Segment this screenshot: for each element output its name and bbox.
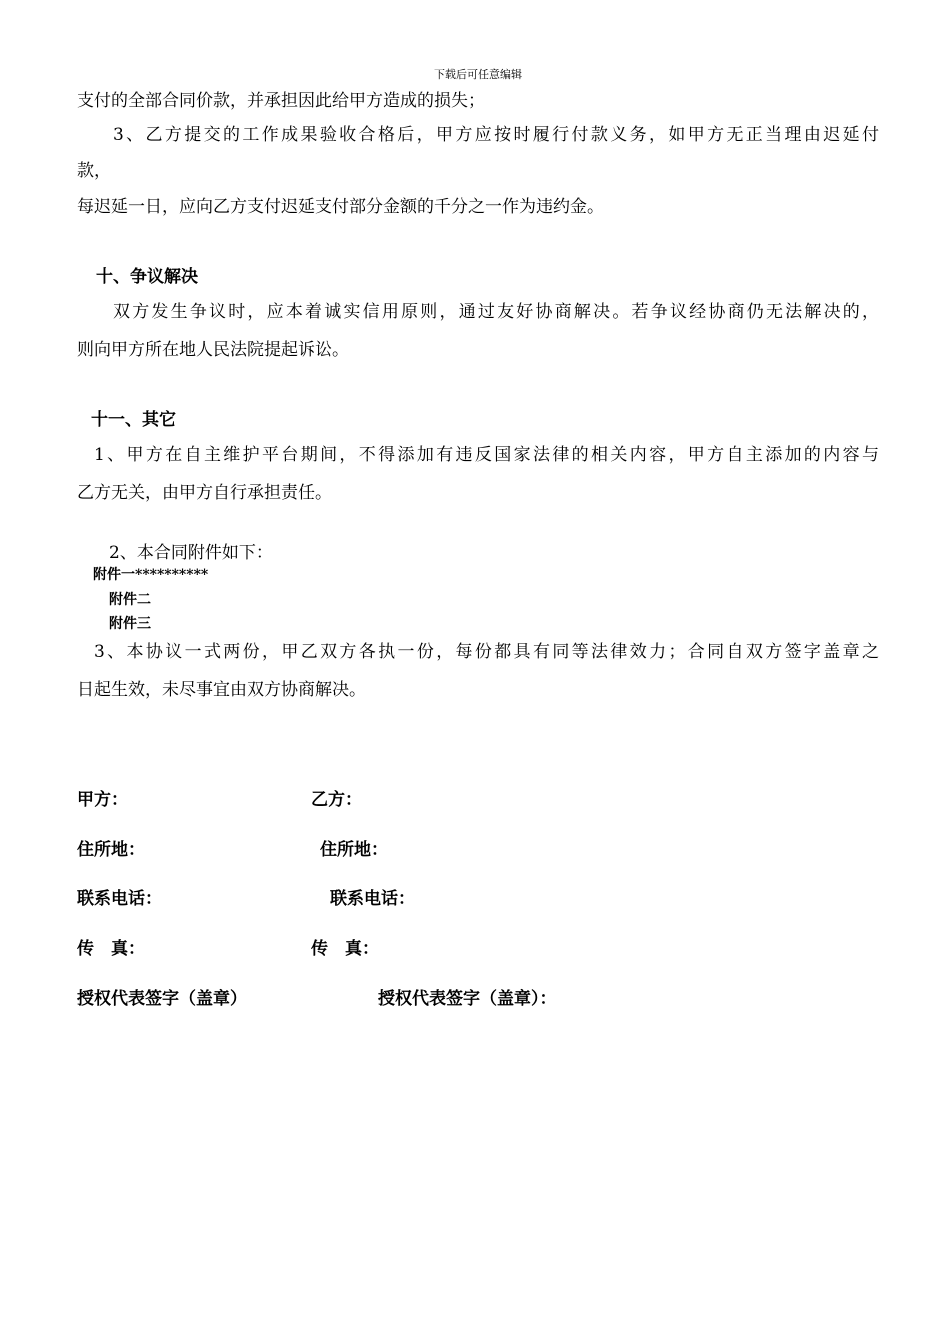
party-a-address-label: 住所地： bbox=[77, 840, 145, 860]
section11-item2: 2、本合同附件如下： bbox=[109, 543, 273, 563]
party-b-fax-label: 传 真： bbox=[311, 939, 379, 959]
section9-item3-line1: 3、乙方提交的工作成果验收合格后，甲方应按时履行付款义务，如甲方无正当理由迟延付 bbox=[113, 125, 879, 145]
party-a-phone-label: 联系电话： bbox=[77, 889, 162, 909]
party-a-fax-label: 传 真： bbox=[77, 939, 145, 959]
section10-para-line2: 则向甲方所在地人民法院提起诉讼。 bbox=[77, 340, 349, 360]
section11-item1-line2: 乙方无关，由甲方自行承担责任。 bbox=[77, 483, 332, 503]
party-b-representative-label: 授权代表签字（盖章）： bbox=[378, 989, 557, 1009]
section11-heading: 十一、其它 bbox=[91, 410, 176, 430]
header-note: 下载后可任意编辑 bbox=[434, 68, 522, 81]
section11-item3-line1: 3、本协议一式两份，甲乙双方各执一份，每份都具有同等法律效力；合同自双方签字盖章之 bbox=[94, 642, 879, 662]
party-b-label: 乙方： bbox=[311, 790, 362, 810]
attachment-3: 附件三 bbox=[109, 616, 151, 632]
party-b-address-label: 住所地： bbox=[320, 840, 388, 860]
section9-item3-line2: 款， bbox=[77, 161, 111, 181]
party-b-phone-label: 联系电话： bbox=[330, 889, 415, 909]
section10-heading: 十、争议解决 bbox=[96, 267, 198, 287]
section11-item1-line1: 1、甲方在自主维护平台期间，不得添加有违反国家法律的相关内容，甲方自主添加的内容与 bbox=[94, 445, 879, 465]
section10-para-line1: 双方发生争议时，应本着诚实信用原则，通过友好协商解决。若争议经协商仍无法解决的， bbox=[113, 302, 879, 322]
attachment-1: 附件一********** bbox=[93, 567, 209, 583]
party-a-representative-label: 授权代表签字（盖章） bbox=[77, 989, 247, 1009]
attachment-2: 附件二 bbox=[109, 592, 151, 608]
section9-line1: 支付的全部合同价款，并承担因此给甲方造成的损失； bbox=[77, 91, 485, 111]
party-a-label: 甲方： bbox=[77, 790, 128, 810]
section11-item3-line2: 日起生效，未尽事宜由双方协商解决。 bbox=[77, 680, 366, 700]
section9-item3-line3: 每迟延一日，应向乙方支付迟延支付部分金额的千分之一作为违约金。 bbox=[77, 197, 604, 217]
